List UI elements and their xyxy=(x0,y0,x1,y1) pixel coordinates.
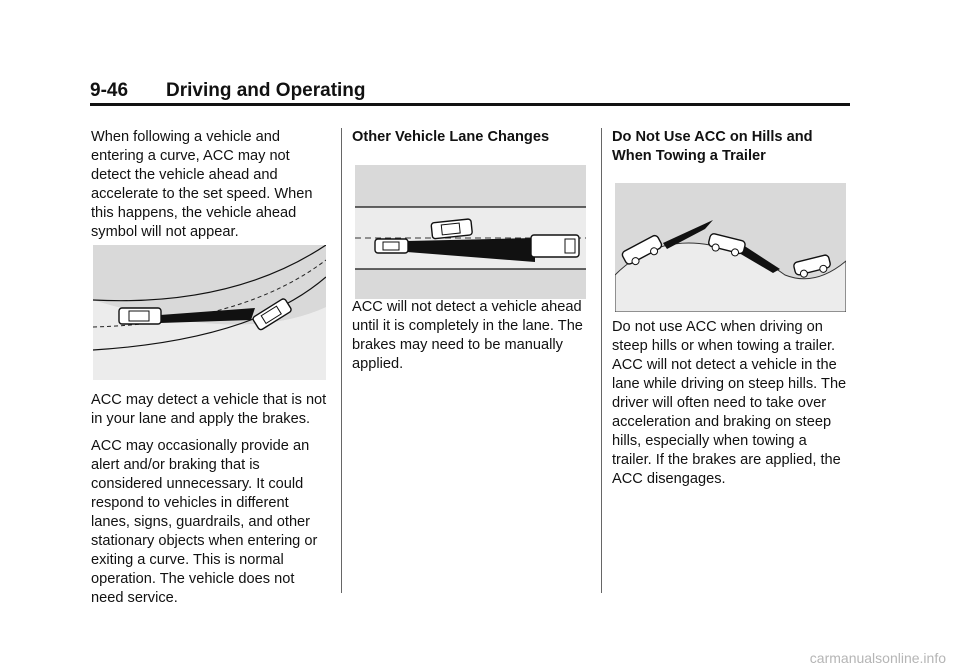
lane-change-illustration xyxy=(355,165,586,299)
header-rule xyxy=(90,103,850,106)
section-title: Driving and Operating xyxy=(166,80,366,101)
col1-paragraph-1: When following a vehicle and entering a curve, ACC may not detect the vehicle ahead and accelerate to the set speed. When this happens, the vehicle ahead symbol will not appear. xyxy=(91,129,313,240)
curve-illustration xyxy=(93,245,326,380)
column-divider-1 xyxy=(341,128,342,593)
col2-heading: Other Vehicle Lane Changes xyxy=(352,129,550,145)
col3-paragraph-1: Do not use ACC when driving on steep hills or when towing a trailer. ACC will not detect a vehicle in the lane while driving on steep hills. The driver will often need to take over acceleration and braking on steep hills, especially when towing a trailer. If the brakes are applied, the ACC disengages. xyxy=(612,319,847,487)
col1-paragraph-3: ACC may occasionally provide an alert and/or braking that is considered unnecessary. It could respond to vehicles in different lanes, signs, guardrails, and other stationary objects when entering or exiting a curve. This is normal operation. The vehicle does not need service. xyxy=(91,438,318,606)
page-number: 9-46 xyxy=(90,80,129,101)
column-divider-2 xyxy=(601,128,602,593)
col2-paragraph-1: ACC will not detect a vehicle ahead until it is completely in the lane. The brakes may need to be manually applied. xyxy=(352,299,583,372)
col1-paragraph-2: ACC may detect a vehicle that is not in your lane and apply the brakes. xyxy=(91,392,327,427)
watermark: carmanualsonline.info xyxy=(809,650,946,666)
col3-heading: Do Not Use ACC on Hills and When Towing a Trailer xyxy=(612,129,813,164)
hills-illustration xyxy=(615,183,846,312)
